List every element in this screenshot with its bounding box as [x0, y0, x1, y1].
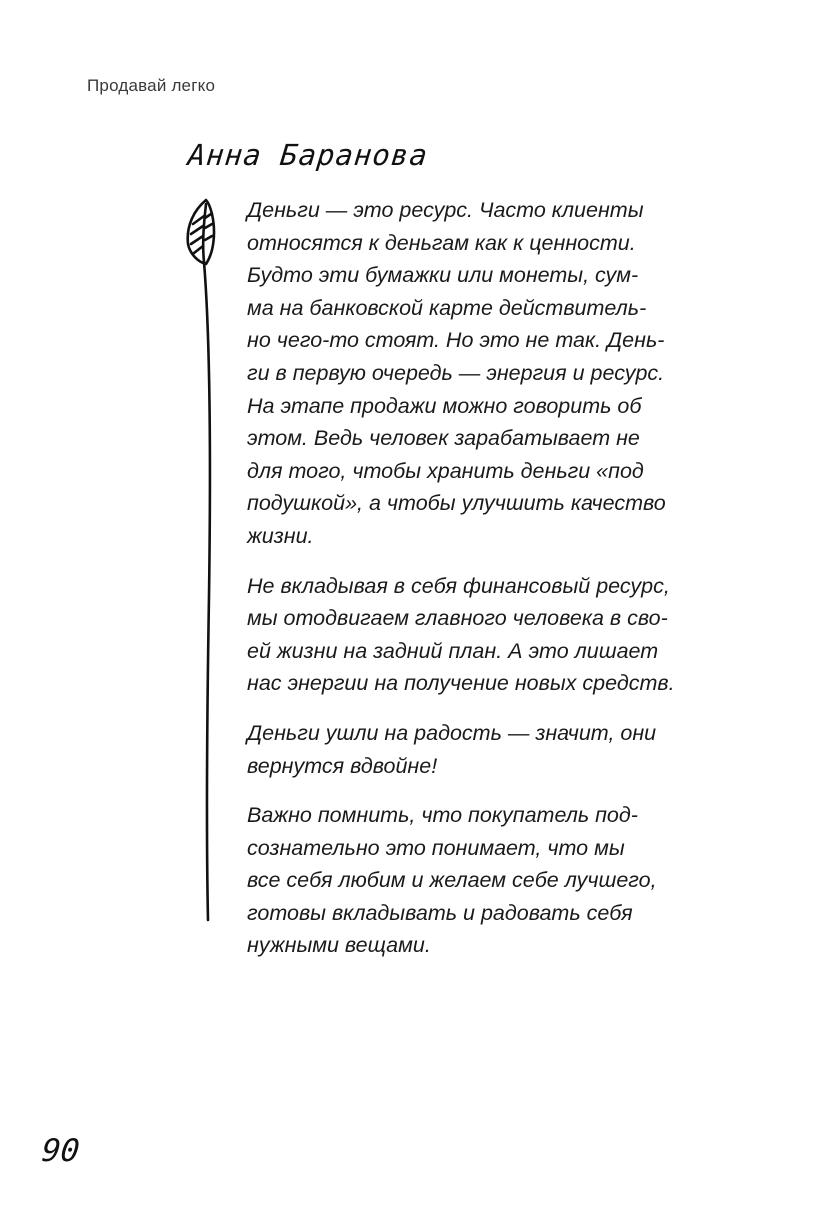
paragraph-1 — [247, 194, 677, 553]
text-line: ма на банковской карте действитель- — [247, 295, 647, 320]
text-line: этом. Ведь человек зарабатывает не — [247, 426, 640, 451]
text-line: Важно помнить, что покупатель под- — [247, 803, 638, 828]
paragraph-3 — [247, 717, 677, 782]
feather-icon — [180, 196, 230, 926]
text-line: мы отодвигаем главного человека в сво- — [247, 606, 668, 631]
text-line: жизни. — [247, 523, 314, 548]
text-line: ей жизни на задний план. А это лишает — [247, 638, 659, 663]
paragraph-2 — [247, 570, 677, 700]
text-line: все себя любим и желаем себе лучшего, — [247, 868, 657, 893]
text-line: нужными вещами. — [247, 933, 431, 958]
text-line: нас энергии на получение новых средств. — [247, 671, 675, 696]
text-line: Деньги ушли на радость — значит, они — [247, 720, 657, 745]
text-line: ги в первую очередь — энергия и ресурс. — [247, 360, 665, 385]
text-line: но чего-то стоят. Но это не так. День- — [247, 328, 665, 353]
text-line: сознательно это понимает, что мы — [247, 835, 625, 860]
paragraph-4 — [247, 799, 677, 962]
text-line: вернутся вдвойне! — [247, 753, 438, 778]
text-line: готовы вкладывать и радовать себя — [247, 900, 633, 925]
text-line: подушкой», а чтобы улучшить качество — [247, 491, 666, 516]
text-line: На этапе продажи можно говорить об — [247, 393, 642, 418]
page-number: 90 — [40, 1133, 82, 1169]
quote-body — [247, 194, 677, 979]
running-head-title: Продавай легко — [87, 76, 216, 95]
text-line: для того, чтобы хранить деньги «под — [247, 458, 644, 483]
author-name: Анна Баранова — [186, 138, 430, 172]
text-line: Деньги — это ресурс. Часто клиенты — [247, 198, 644, 222]
text-line: Будто эти бумажки или монеты, сум- — [247, 263, 639, 288]
text-line: Не вкладывая в себя финансовый ресурс, — [247, 573, 670, 598]
text-line: относятся к деньгам как к ценности. — [247, 230, 636, 255]
